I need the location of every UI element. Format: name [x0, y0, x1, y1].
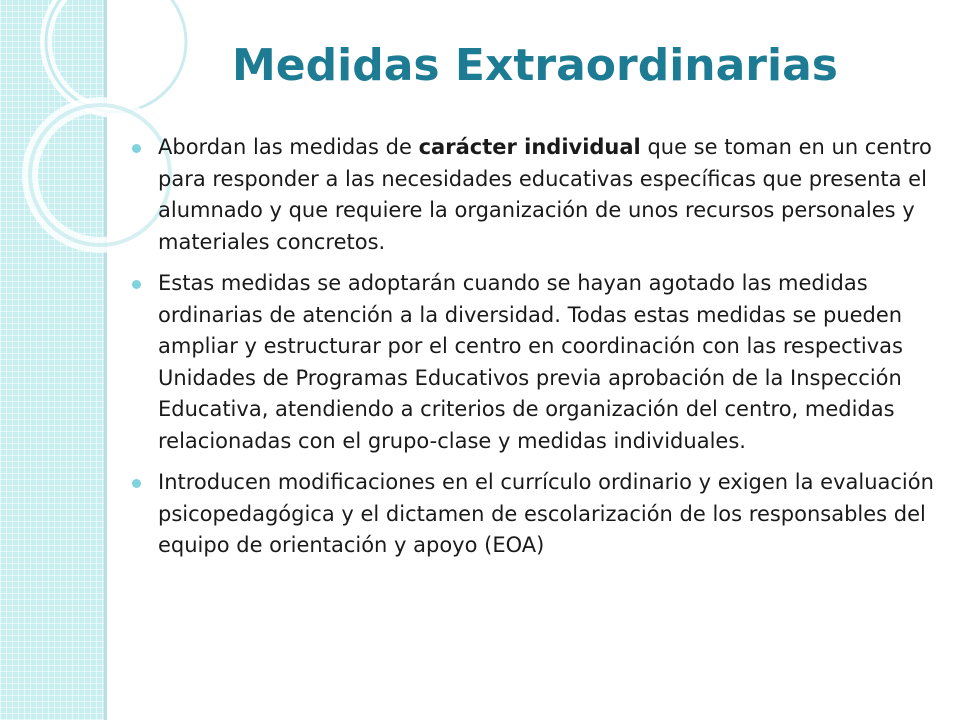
bullet-list [132, 132, 950, 572]
bullet-dot [132, 280, 141, 289]
slide-title: Medidas Extraordinarias [232, 40, 838, 91]
bullet-text: Abordan las medidas de [158, 135, 419, 159]
bullet-dot [132, 479, 141, 488]
bullet-text: Estas medidas se adoptarán cuando se hayan agotado las medidas ordinarias de atención a la diversidad. Todas estas medidas se pueden ampliar y estructurar por el centro en coordinación con las respectivas Unidades de Programas Educativos previa aprobación de la Inspección Educativa, atendiendo a criterios de organización del centro, medidas relacionadas con el grupo-clase y medidas individuales. [158, 271, 903, 453]
bullet-dot [132, 144, 141, 153]
bullet-text-continued: que se toman en un centro para responder a las necesidades educativas específicas que presenta el alumnado y que requiere la organización de unos recursos personales y materiales concretos. [158, 135, 932, 254]
bullet-bold-text: carácter individual [418, 135, 641, 159]
bullet-item [132, 467, 950, 562]
bullet-text: Introducen modificaciones en el currículo ordinario y exigen la evaluación psicopedagógica y el dictamen de escolarización de los responsables del equipo de orientación y apoyo (EOA) [158, 470, 934, 557]
bullet-item [132, 268, 950, 457]
side-band-edge [104, 0, 107, 720]
decorative-side-band [0, 0, 104, 720]
bullet-item [132, 132, 950, 258]
